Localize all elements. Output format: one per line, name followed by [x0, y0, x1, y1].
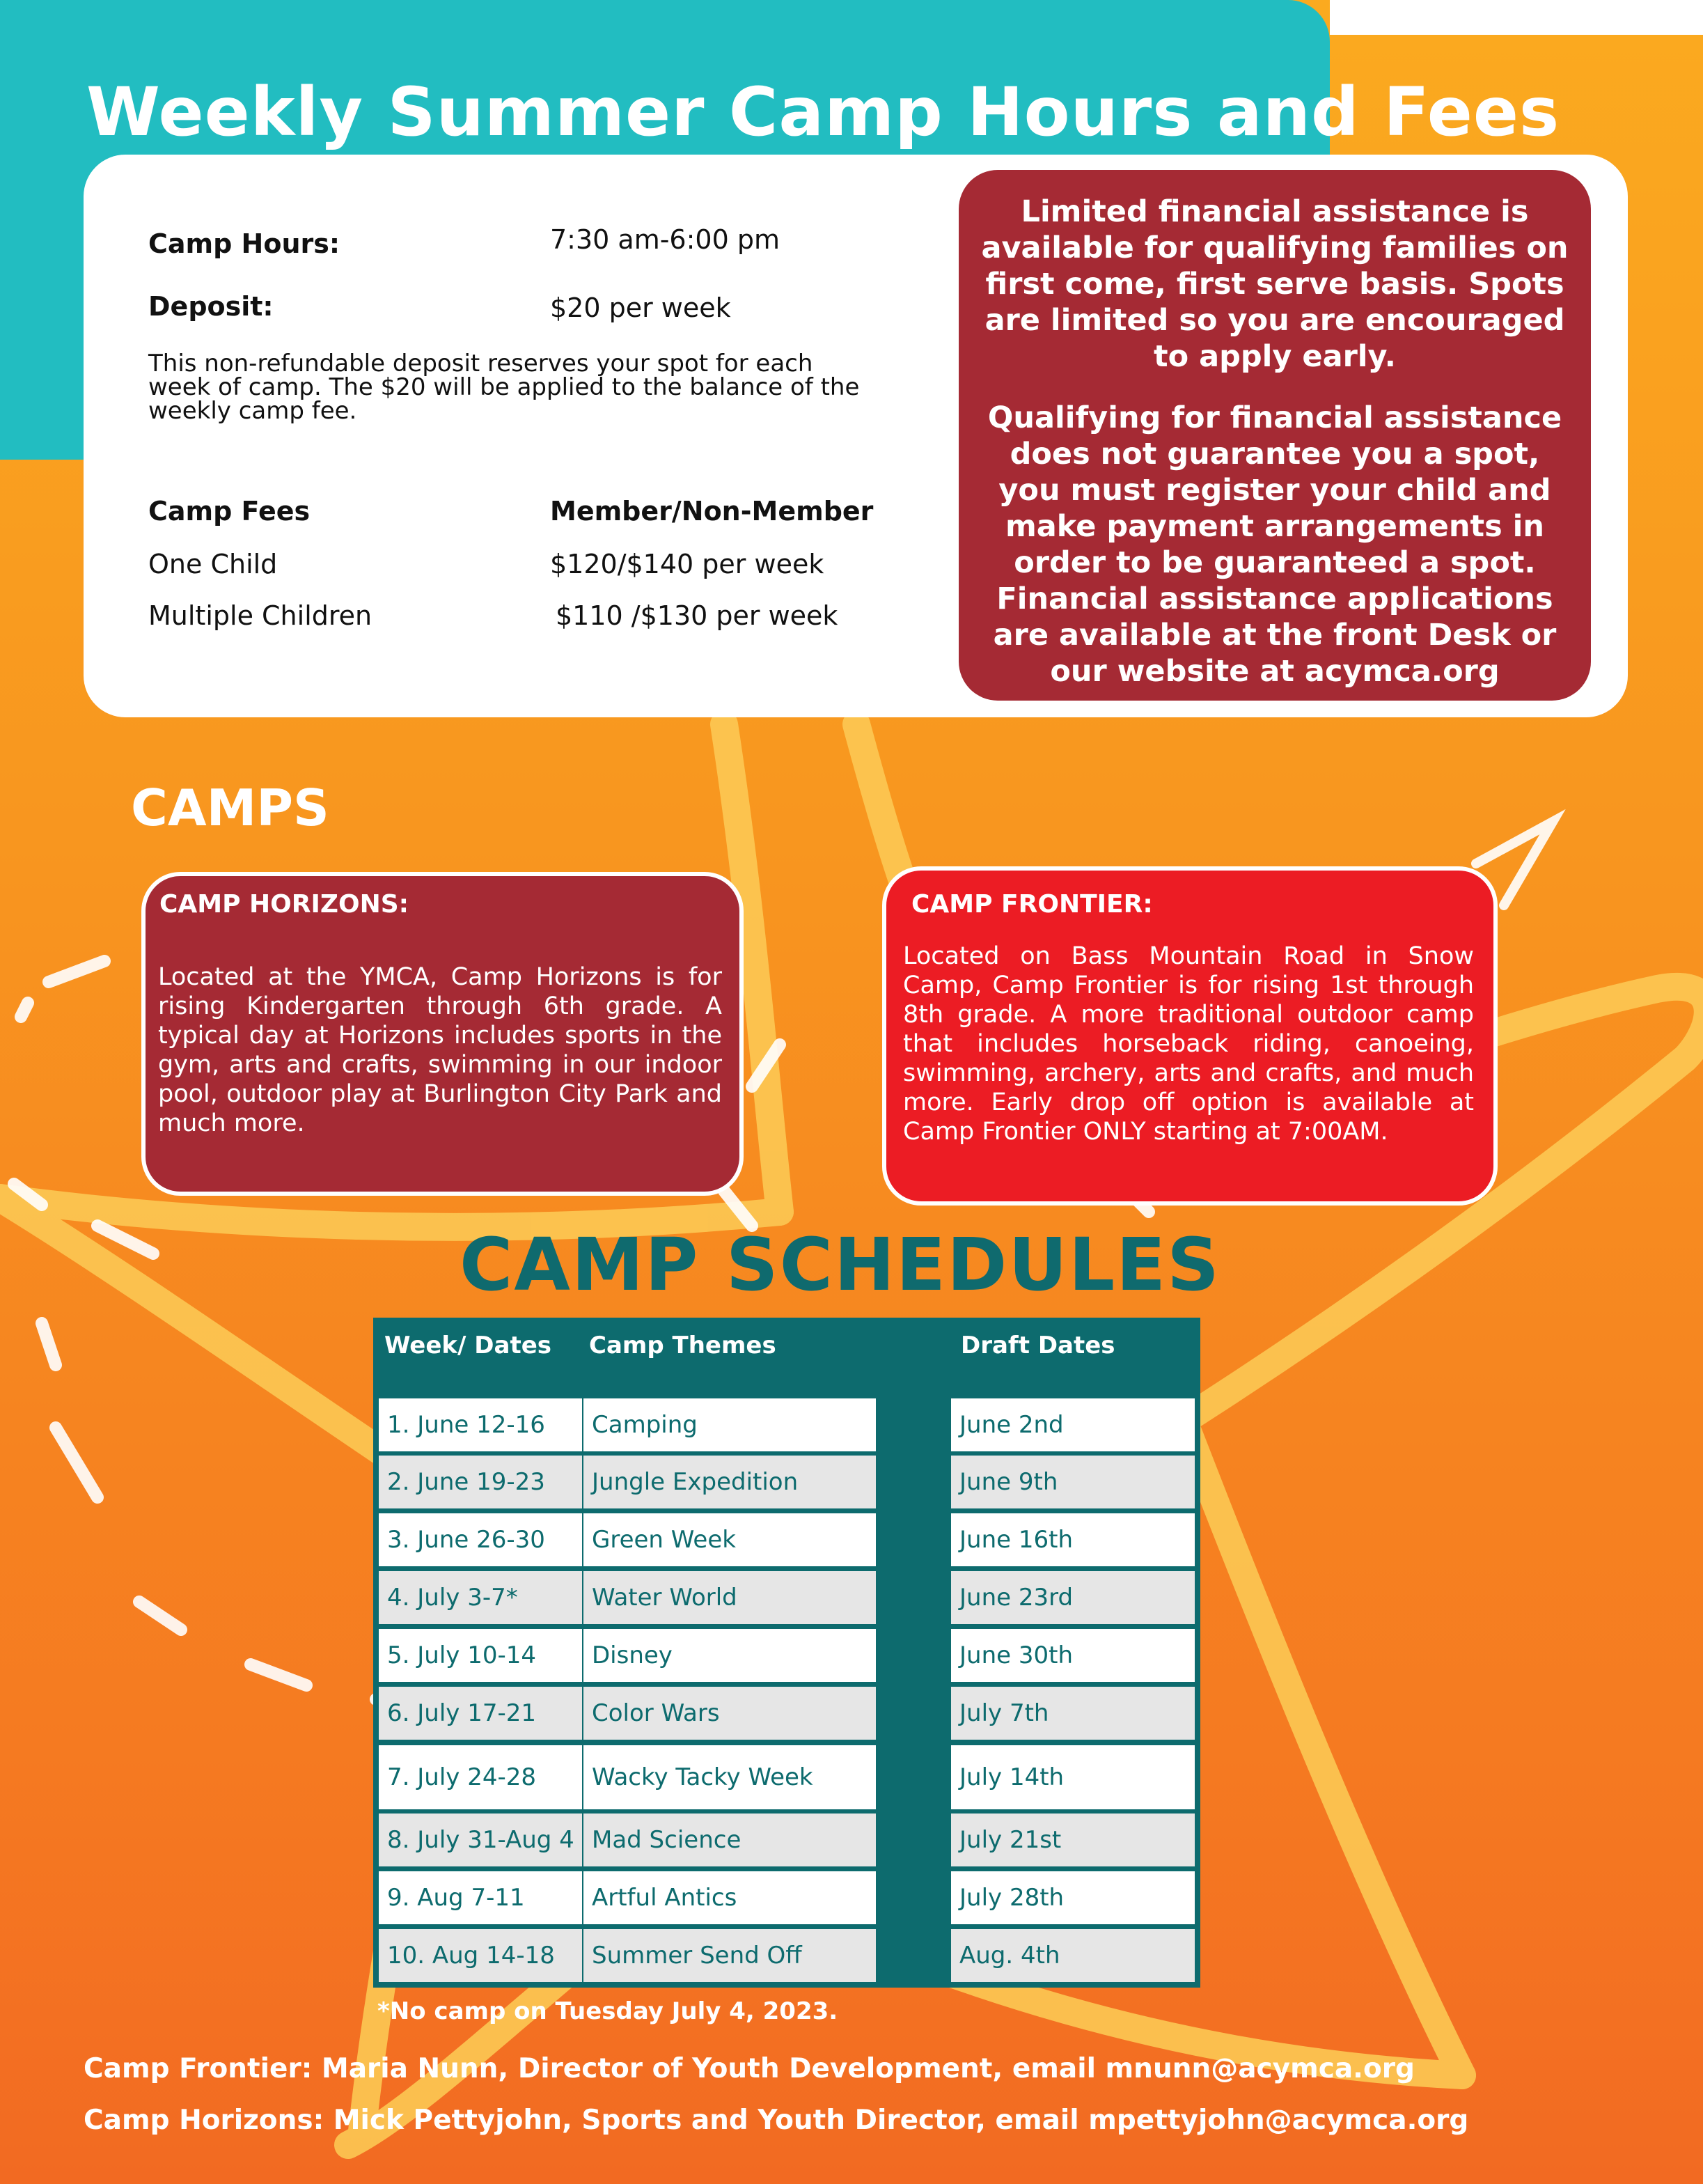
camp-hours-label: Camp Hours:: [148, 228, 340, 259]
week-dates-cell: 1. June 12-16: [379, 1398, 582, 1451]
camp-theme-cell: Artful Antics: [583, 1871, 876, 1924]
financial-assistance-box: [959, 170, 1591, 701]
one-child-label: One Child: [148, 549, 278, 579]
draft-date-cell: Aug. 4th: [951, 1929, 1195, 1982]
assistance-paragraph-2: Qualifying for financial assistance does not guarantee you a spot, you must register your child and make payment arrangements in order to be guaranteed a spot. Financial assistance applications are available at the front Desk or our website at acymca.org: [987, 400, 1562, 689]
header-camp-themes: Camp Themes: [589, 1332, 776, 1359]
member-nonmember-header: Member/Non-Member: [550, 496, 874, 526]
multiple-children-label: Multiple Children: [148, 600, 372, 631]
camp-hours-value: 7:30 am-6:00 pm: [550, 224, 780, 255]
camp-theme-cell: Color Wars: [583, 1687, 876, 1740]
week-dates-cell: 4. July 3-7*: [379, 1571, 582, 1624]
deposit-note: This non-refundable deposit reserves your spot for each week of camp. The $20 will be applied to the balance of the weekly camp fee.: [148, 350, 860, 425]
camp-frontier-title: CAMP FRONTIER:: [911, 890, 1153, 919]
draft-date-cell: June 9th: [951, 1456, 1195, 1508]
camp-fees-label: Camp Fees: [148, 496, 311, 526]
camp-theme-cell: Disney: [583, 1629, 876, 1682]
camp-horizons-title: CAMP HORIZONS:: [159, 890, 409, 919]
week-dates-cell: 10. Aug 14-18: [379, 1929, 582, 1982]
camp-theme-cell: Wacky Tacky Week: [583, 1745, 876, 1809]
draft-date-cell: July 14th: [951, 1745, 1195, 1809]
draft-date-cell: June 30th: [951, 1629, 1195, 1682]
draft-date-cell: June 16th: [951, 1513, 1195, 1566]
camp-schedules-heading: CAMP SCHEDULES: [460, 1222, 1221, 1307]
week-dates-cell: 3. June 26-30: [379, 1513, 582, 1566]
camp-horizons-box: [141, 872, 744, 1196]
camp-frontier-contact: Camp Frontier: Maria Nunn, Director of Youth Development, email mnunn@acymca.org: [84, 2053, 1415, 2084]
assistance-paragraph-1: Limited financial assistance is available for qualifying families on first come, first serve basis. Spots are limited so you are encouraged to apply early.: [981, 194, 1569, 374]
camp-theme-cell: Mad Science: [583, 1814, 876, 1866]
week-dates-cell: 7. July 24-28: [379, 1745, 582, 1809]
camp-horizons-contact: Camp Horizons: Mick Pettyjohn, Sports and Youth Director, email mpettyjohn@acymca.org: [84, 2105, 1469, 2136]
camp-horizons-description: Located at the YMCA, Camp Horizons is for rising Kindergarten through 6th grade. A typical day at Horizons includes sports in the gym, arts and crafts, swimming in our indoor pool, outdoor play at Burlington City Park and much more.: [158, 963, 722, 1137]
week-dates-cell: 2. June 19-23: [379, 1456, 582, 1508]
draft-date-cell: July 21st: [951, 1814, 1195, 1866]
one-child-fee: $120/$140 per week: [550, 549, 824, 579]
camp-theme-cell: Jungle Expedition: [583, 1456, 876, 1508]
draft-date-cell: July 28th: [951, 1871, 1195, 1924]
camp-theme-cell: Green Week: [583, 1513, 876, 1566]
camps-heading: CAMPS: [131, 779, 329, 837]
schedule-table: [373, 1318, 1200, 1988]
draft-date-cell: June 23rd: [951, 1571, 1195, 1624]
week-dates-cell: 5. July 10-14: [379, 1629, 582, 1682]
week-dates-cell: 6. July 17-21: [379, 1687, 582, 1740]
deposit-label: Deposit:: [148, 291, 274, 322]
header-week-dates: Week/ Dates: [384, 1332, 551, 1359]
camp-theme-cell: Camping: [583, 1398, 876, 1451]
camp-theme-cell: Water World: [583, 1571, 876, 1624]
draft-date-cell: July 7th: [951, 1687, 1195, 1740]
header-draft-dates: Draft Dates: [961, 1332, 1115, 1359]
multiple-children-fee: $110 /$130 per week: [556, 600, 838, 631]
camp-frontier-description: Located on Bass Mountain Road in Snow Camp, Camp Frontier is for rising 1st through 8th grade. A more traditional outdoor camp that includes horseback riding, canoeing, swimming, archery, arts and crafts, and much more. Early drop off option is available at Camp Frontier ONLY starting at 7:00AM.: [903, 942, 1474, 1146]
draft-date-cell: June 2nd: [951, 1398, 1195, 1451]
camp-frontier-box: [882, 866, 1498, 1206]
week-dates-cell: 9. Aug 7-11: [379, 1871, 582, 1924]
schedule-footnote: *No camp on Tuesday July 4, 2023.: [377, 1997, 838, 2025]
week-dates-cell: 8. July 31-Aug 4: [379, 1814, 582, 1866]
page-title: Weekly Summer Camp Hours and Fees: [86, 73, 1560, 151]
camp-theme-cell: Summer Send Off: [583, 1929, 876, 1982]
deposit-value: $20 per week: [550, 292, 731, 323]
